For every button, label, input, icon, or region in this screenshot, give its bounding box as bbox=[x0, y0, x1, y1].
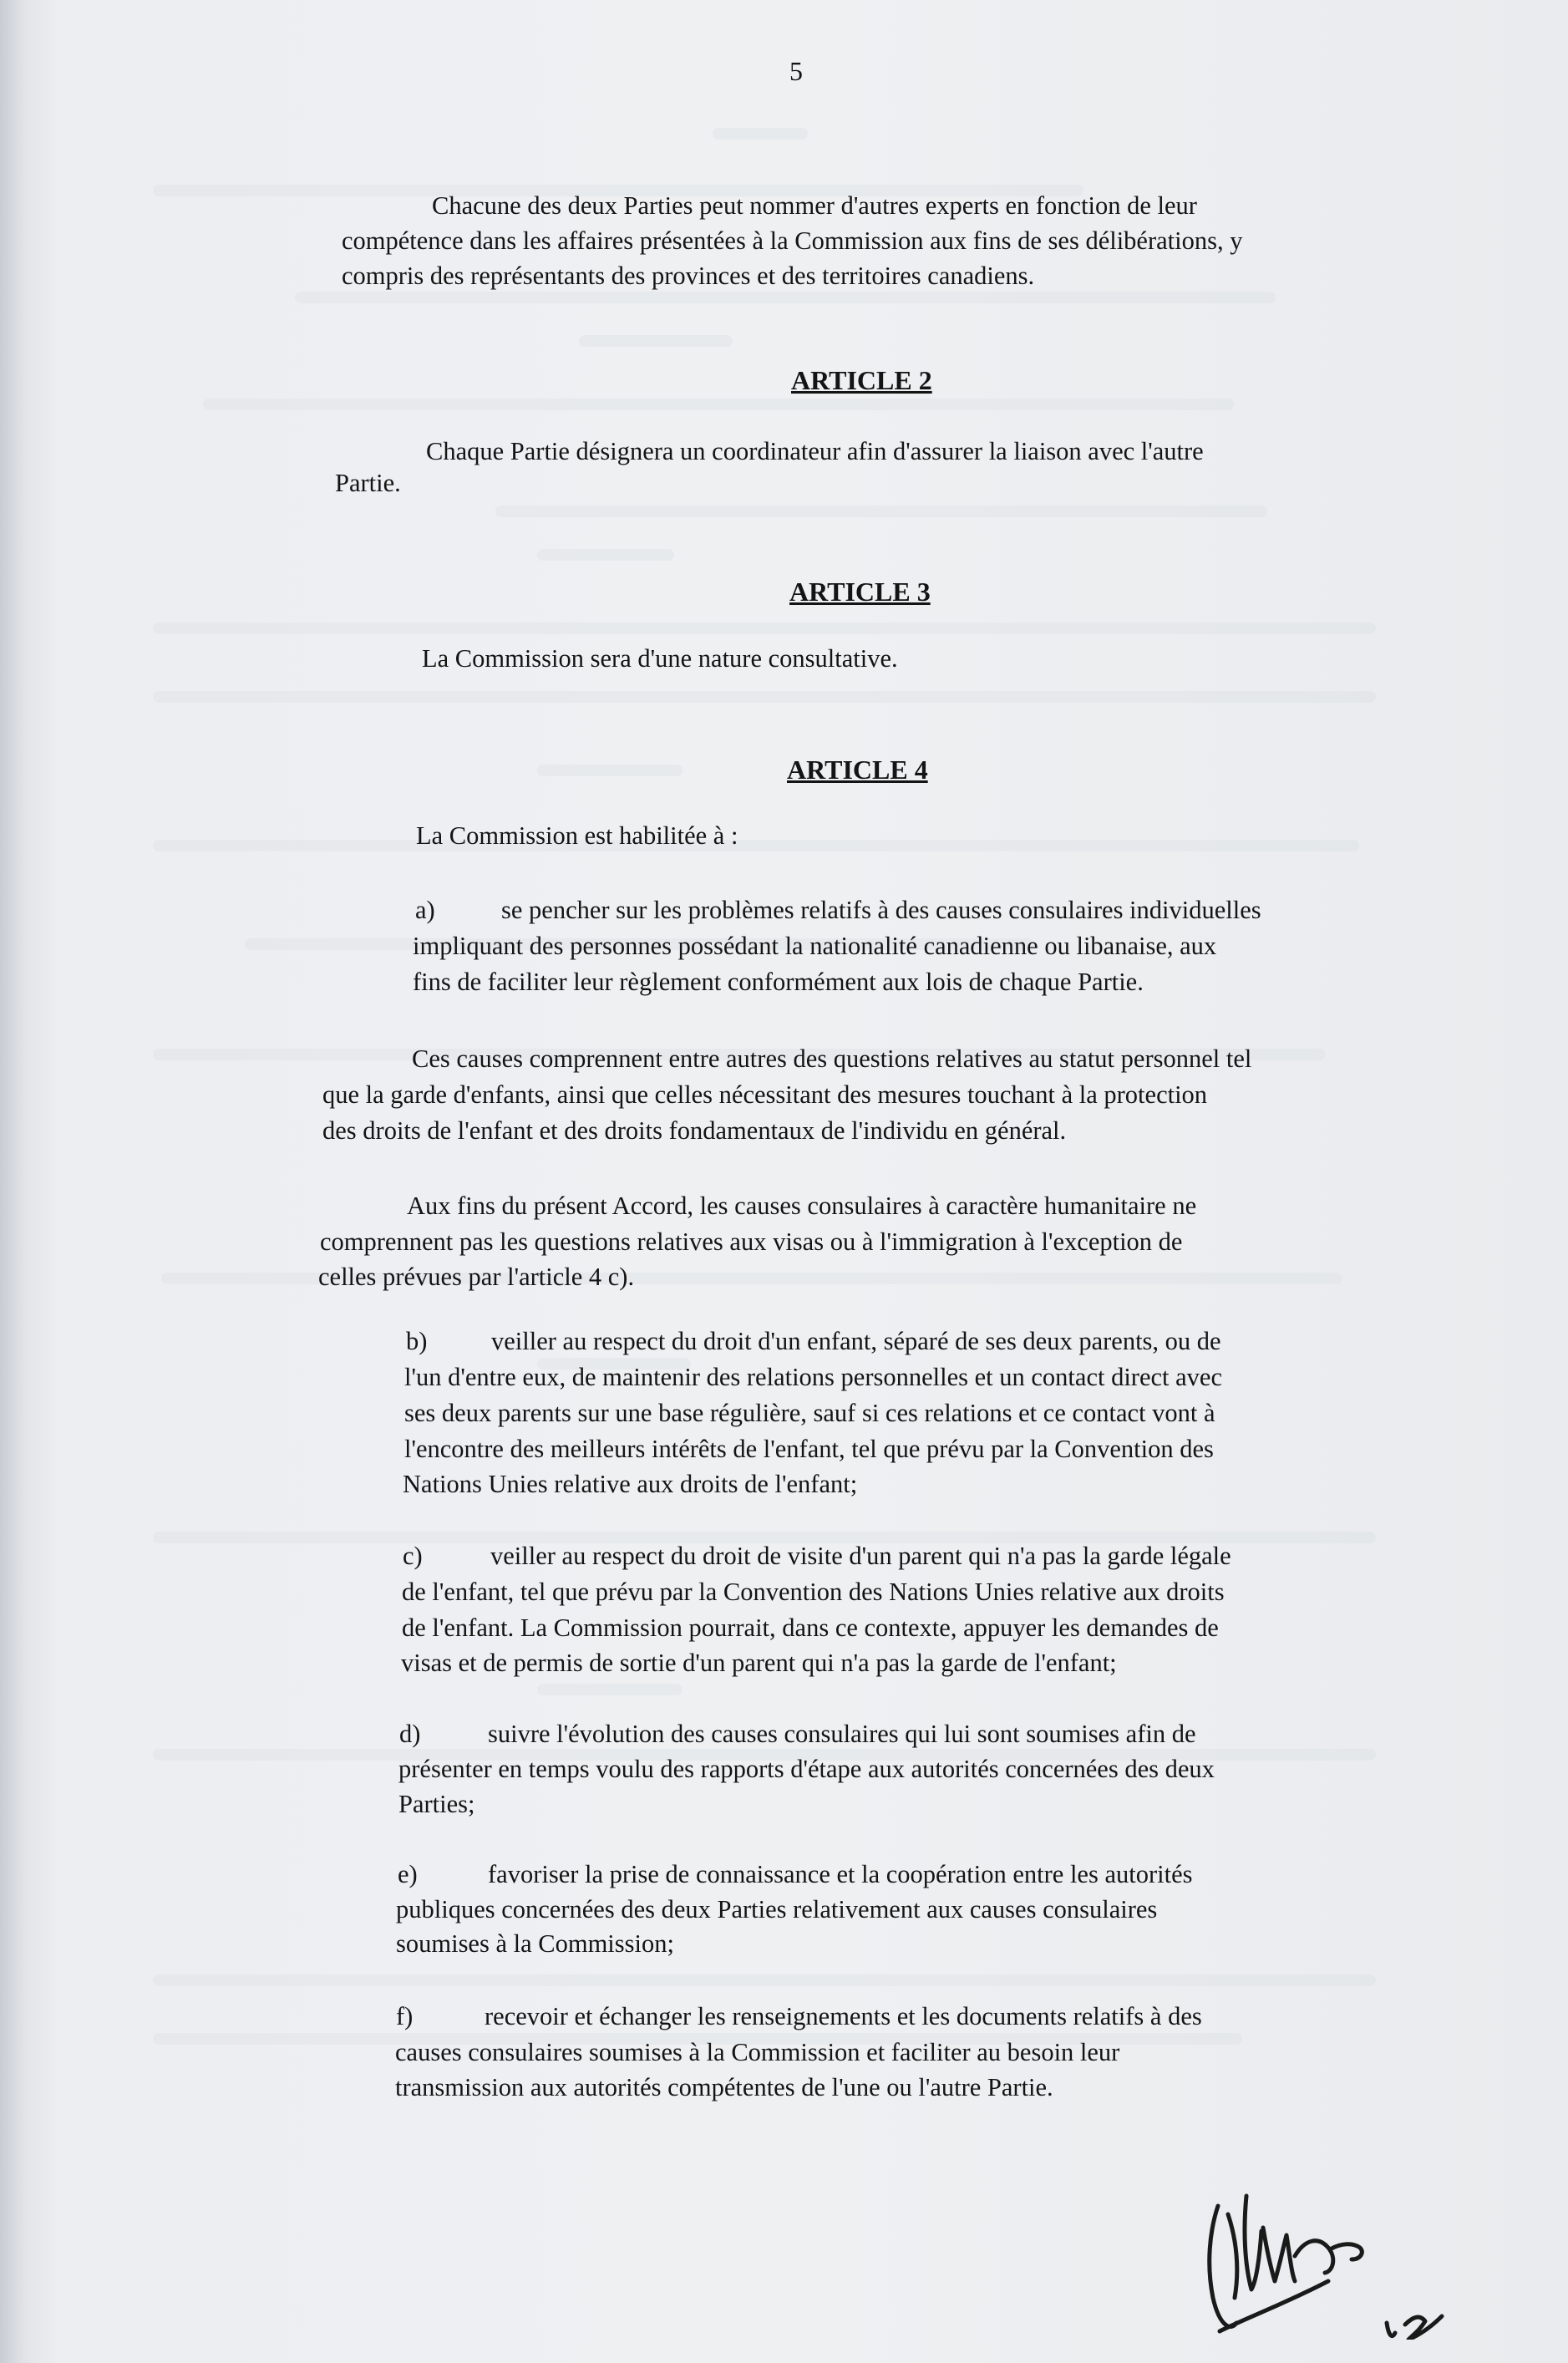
text-line: favoriser la prise de connaissance et la coopération entre les autorités bbox=[488, 1860, 1193, 1888]
item-e-marker: e) bbox=[398, 1860, 418, 1888]
text-line: Chaque Partie désignera un coordinateur afin d'assurer la liaison avec l'autre bbox=[426, 437, 1204, 465]
item-f-line-1 bbox=[485, 2000, 1202, 2034]
item-b-line-2 bbox=[404, 1360, 1222, 1395]
intro-line-3 bbox=[342, 259, 1034, 293]
item-c-line-1 bbox=[490, 1539, 1231, 1573]
article-2-line-2 bbox=[335, 466, 401, 501]
item-a-marker: a) bbox=[415, 896, 435, 924]
item-a-line-1 bbox=[501, 893, 1261, 927]
text-line: Parties; bbox=[398, 1790, 475, 1818]
item-c-line-2 bbox=[402, 1575, 1225, 1609]
item-b-line-5 bbox=[403, 1467, 857, 1502]
item-e-line-1 bbox=[488, 1857, 1192, 1892]
humanitarian-line-1 bbox=[407, 1189, 1196, 1223]
item-b-line-4 bbox=[404, 1432, 1214, 1466]
article-3-line-1 bbox=[422, 642, 898, 676]
article-2-line-1 bbox=[426, 434, 1204, 469]
text-line: se pencher sur les problèmes relatifs à des causes consulaires individuelles bbox=[501, 896, 1261, 924]
text-line: impliquant des personnes possédant la nationalité canadienne ou libanaise, aux bbox=[413, 932, 1217, 960]
text-line: l'encontre des meilleurs intérêts de l'enfant, tel que prévu par la Convention des bbox=[404, 1435, 1214, 1463]
page-number: 5 bbox=[789, 56, 803, 86]
item-b-line-1 bbox=[491, 1324, 1221, 1359]
text-line: de l'enfant, tel que prévu par la Convention des Nations Unies relative aux droits bbox=[402, 1578, 1225, 1606]
item-b-marker: b) bbox=[406, 1327, 428, 1355]
text-line: soumises à la Commission; bbox=[396, 1929, 674, 1958]
item-d-line-1 bbox=[488, 1717, 1196, 1751]
item-f-line-2 bbox=[395, 2035, 1119, 2070]
article-4-intro bbox=[416, 819, 738, 853]
text-line: l'un d'entre eux, de maintenir des relations personnelles et un contact direct avec bbox=[404, 1363, 1222, 1391]
text-line: publiques concernées des deux Parties relativement aux causes consulaires bbox=[396, 1895, 1158, 1923]
text-line: celles prévues par l'article 4 c). bbox=[318, 1263, 635, 1291]
text-line: compétence dans les affaires présentées à la Commission aux fins de ses délibérations, y bbox=[342, 226, 1243, 255]
intro-line-2 bbox=[342, 224, 1242, 258]
article-3-heading: ARTICLE 3 bbox=[789, 577, 931, 607]
item-d-line-3 bbox=[398, 1787, 475, 1822]
item-c-marker: c) bbox=[403, 1542, 423, 1570]
signature-drawing bbox=[1170, 2156, 1504, 2340]
handwritten-initials bbox=[1170, 2156, 1504, 2340]
text-line: veiller au respect du droit d'un enfant, séparé de ses deux parents, ou de bbox=[491, 1327, 1221, 1355]
text-line: transmission aux autorités compétentes de l'une ou l'autre Partie. bbox=[395, 2073, 1053, 2101]
cases-line-1 bbox=[412, 1042, 1251, 1076]
item-f-line-3 bbox=[395, 2071, 1053, 2105]
text-line: Partie. bbox=[335, 469, 401, 497]
item-e-line-2 bbox=[396, 1893, 1157, 1927]
text-line: comprennent pas les questions relatives aux visas ou à l'immigration à l'exception de bbox=[320, 1227, 1183, 1256]
text-line: suivre l'évolution des causes consulaires qui lui sont soumises afin de bbox=[488, 1720, 1196, 1748]
cases-line-3 bbox=[322, 1114, 1066, 1148]
text-line: des droits de l'enfant et des droits fondamentaux de l'individu en général. bbox=[322, 1116, 1067, 1145]
item-a-line-3 bbox=[413, 965, 1144, 999]
text-line: de l'enfant. La Commission pourrait, dans ce contexte, appuyer les demandes de bbox=[402, 1613, 1219, 1642]
humanitarian-line-2 bbox=[320, 1225, 1182, 1259]
text-line: La Commission sera d'une nature consultative. bbox=[422, 644, 898, 673]
text-line: veiller au respect du droit de visite d'un parent qui n'a pas la garde légale bbox=[490, 1542, 1231, 1570]
humanitarian-line-3 bbox=[318, 1260, 634, 1294]
text-line: recevoir et échanger les renseignements et les documents relatifs à des bbox=[485, 2002, 1202, 2030]
article-4-heading: ARTICLE 4 bbox=[787, 755, 928, 785]
text-line: causes consulaires soumises à la Commission et faciliter au besoin leur bbox=[395, 2038, 1120, 2066]
text-line: ses deux parents sur une base régulière, sauf si ces relations et ce contact vont à bbox=[404, 1399, 1215, 1427]
text-line: Chacune des deux Parties peut nommer d'autres experts en fonction de leur bbox=[432, 191, 1197, 220]
item-d-marker: d) bbox=[399, 1720, 421, 1748]
cases-line-2 bbox=[322, 1078, 1207, 1112]
article-2-heading: ARTICLE 2 bbox=[791, 365, 932, 395]
item-e-line-3 bbox=[396, 1927, 674, 1961]
text-line: fins de faciliter leur règlement conformément aux lois de chaque Partie. bbox=[413, 968, 1144, 996]
text-line: Aux fins du présent Accord, les causes consulaires à caractère humanitaire ne bbox=[407, 1192, 1197, 1220]
text-line: La Commission est habilitée à : bbox=[416, 821, 738, 850]
text-line: visas et de permis de sortie d'un parent qui n'a pas la garde de l'enfant; bbox=[401, 1649, 1117, 1677]
text-line: Nations Unies relative aux droits de l'enfant; bbox=[403, 1470, 858, 1498]
item-d-line-2 bbox=[398, 1752, 1215, 1786]
intro-line-1 bbox=[432, 189, 1197, 223]
item-c-line-4 bbox=[401, 1646, 1117, 1680]
text-line: présenter en temps voulu des rapports d'étape aux autorités concernées des deux bbox=[398, 1755, 1215, 1783]
item-a-line-2 bbox=[413, 929, 1216, 963]
text-line: Ces causes comprennent entre autres des questions relatives au statut personnel tel bbox=[412, 1044, 1252, 1073]
text-line: compris des représentants des provinces et des territoires canadiens. bbox=[342, 262, 1035, 290]
item-c-line-3 bbox=[402, 1611, 1219, 1645]
item-f-marker: f) bbox=[396, 2002, 414, 2030]
item-b-line-3 bbox=[404, 1396, 1215, 1431]
text-line: que la garde d'enfants, ainsi que celles nécessitant des mesures touchant à la protection bbox=[322, 1080, 1208, 1109]
